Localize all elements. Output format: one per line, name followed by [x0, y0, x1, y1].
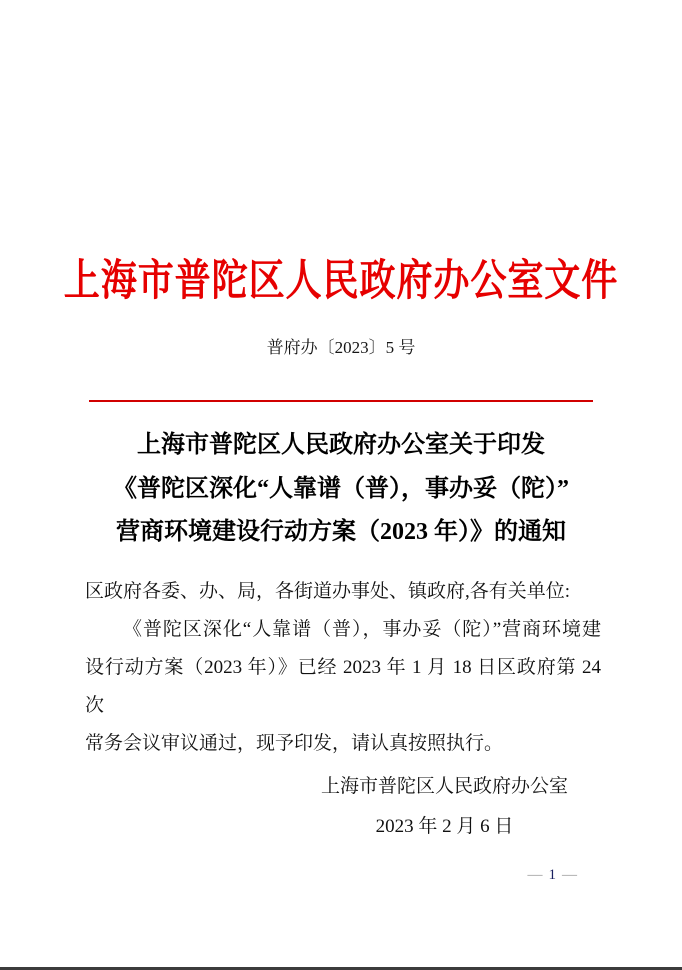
paragraph-line-1: 《普陀区深化“人靠谱（普），事办妥（陀）”营商环境建 — [123, 619, 601, 640]
document-reference-number: 普府办〔2023〕5 号 — [266, 338, 416, 357]
red-separator-rule — [89, 400, 593, 402]
page-number-right-dash: — — [562, 867, 577, 883]
signature-organization: 上海市普陀区人民政府办公室 — [320, 776, 568, 797]
document-body — [85, 573, 601, 763]
salutation-line: 区政府各委、办、局，各街道办事处、镇政府,各有关单位: — [85, 581, 571, 602]
signature-block — [321, 767, 568, 847]
document-title-line-1: 上海市普陀区人民政府办公室关于印发 — [137, 432, 545, 458]
letterhead-org-title: 上海市普陀区人民政府办公室文件 — [63, 258, 619, 305]
document-title-line-2: 《普陀区深化“人靠谱（普），事办妥（陀）” — [113, 475, 569, 502]
page-number — [522, 867, 584, 883]
paragraph-line-3: 常务会议审议通过，现予印发，请认真按照执行。 — [85, 733, 504, 754]
page-number-value: 1 — [548, 867, 556, 883]
letterhead — [0, 256, 682, 308]
page-number-left-dash: — — [527, 867, 543, 883]
document-title — [20, 424, 662, 555]
signature-date: 2023 年 2 月 6 日 — [375, 816, 514, 837]
paragraph-line-2: 设行动方案（2023 年）》已经 2023 年 1 月 18 日区政府第 24 次 — [85, 657, 601, 716]
document-title-line-3: 营商环境建设行动方案（2023 年）》的通知 — [116, 519, 566, 545]
